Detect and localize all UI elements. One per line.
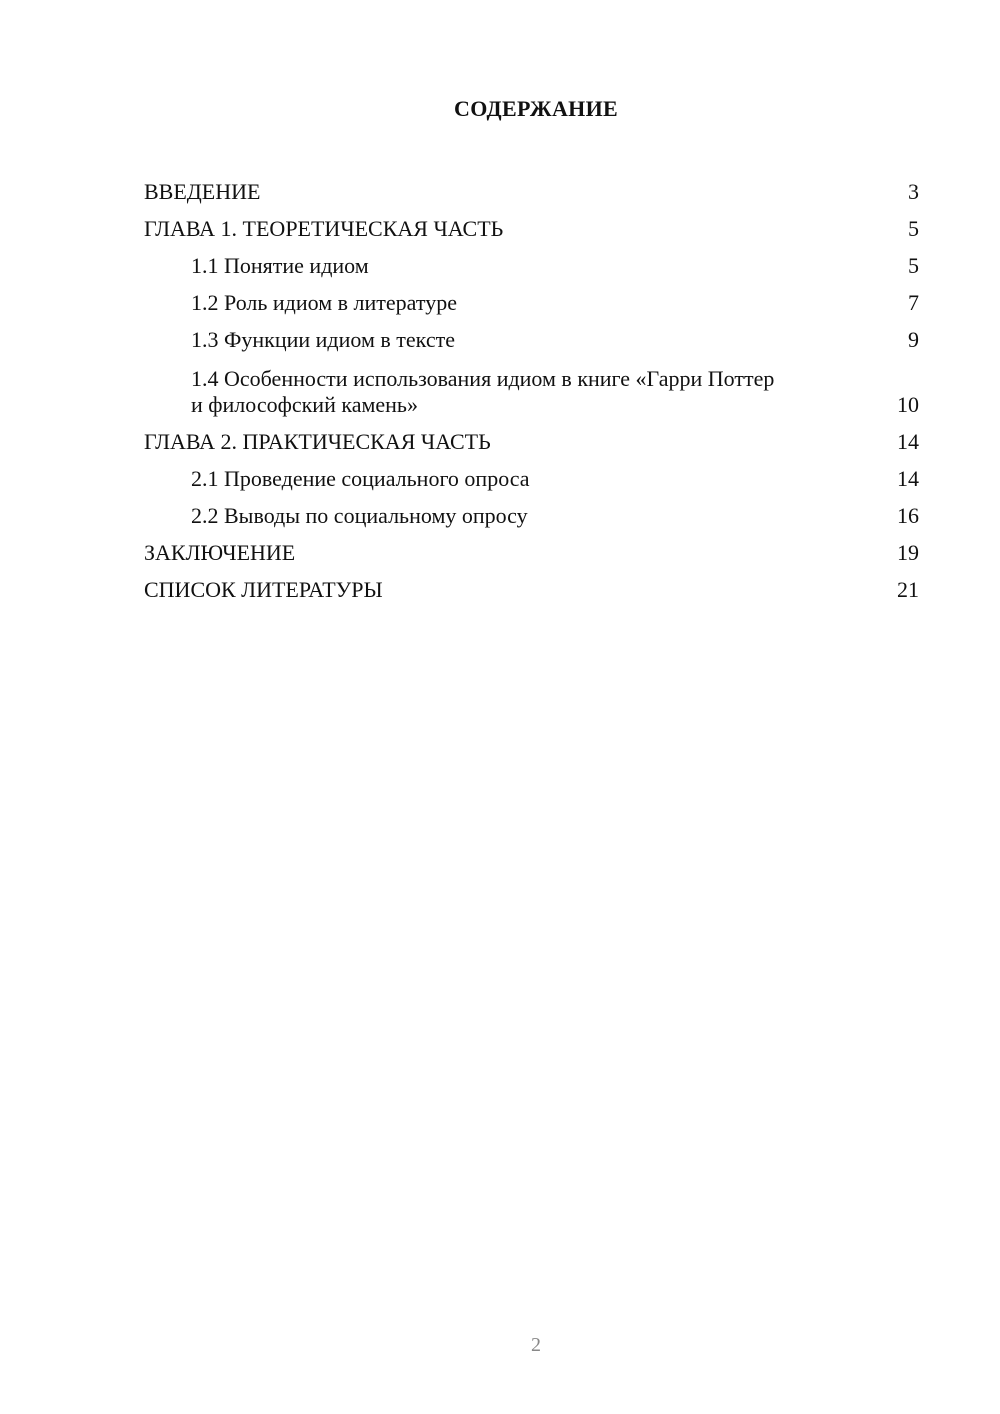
toc-entry-label: ГЛАВА 1. ТЕОРЕТИЧЕСКАЯ ЧАСТЬ [144,216,504,241]
toc-entry-label: 2.1 Проведение социального опроса [191,466,530,491]
toc-entry [144,418,919,455]
toc-entry-page: 7 [908,290,919,315]
toc-entry-label: ЗАКЛЮЧЕНИЕ [144,540,296,565]
toc-entry [144,529,919,566]
toc-entry-page: 3 [908,179,919,204]
toc-subentry [144,455,919,492]
toc-entry-page: 14 [897,429,919,454]
toc-entry-page: 21 [897,577,919,602]
toc-title: СОДЕРЖАНИЕ [454,96,618,121]
toc-entry-label: СПИСОК ЛИТЕРАТУРЫ [144,577,383,602]
toc-entry-label: 1.2 Роль идиом в литературе [191,290,457,315]
toc-subentry [144,316,919,353]
toc-entry [144,168,919,205]
toc-entry-label: 2.2 Выводы по социальному опросу [191,503,528,528]
toc-subentry [144,353,919,418]
toc-entry-page: 5 [908,253,919,278]
toc-entry-label: 1.3 Функции идиом в тексте [191,327,455,352]
table-of-contents [144,168,919,603]
toc-subentry [144,279,919,316]
toc-entry-page: 10 [897,392,919,417]
toc-entry-page: 14 [897,466,919,491]
toc-entry-page: 5 [908,216,919,241]
toc-entry-label: ГЛАВА 2. ПРАКТИЧЕСКАЯ ЧАСТЬ [144,429,491,454]
toc-entry-page: 19 [897,540,919,565]
toc-subentry [144,492,919,529]
toc-entry-page: 16 [897,503,919,528]
page-number: 2 [531,1334,541,1356]
toc-entry-label: 1.1 Понятие идиом [191,253,369,278]
toc-entry-label: 1.4 Особенности использования идиом в книге «Гарри Поттер и философский камень» [191,366,775,417]
toc-entry [144,205,919,242]
toc-entry-label: ВВЕДЕНИЕ [144,179,261,204]
toc-entry-page: 9 [908,327,919,352]
toc-entry [144,566,919,603]
toc-subentry [144,242,919,279]
